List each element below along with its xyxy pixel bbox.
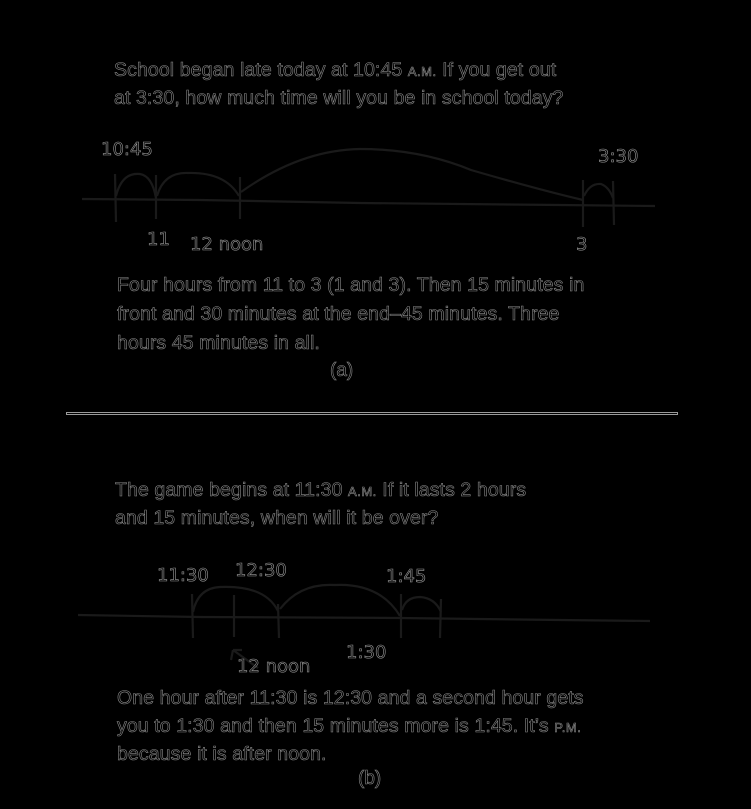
am-label: A.M. xyxy=(348,484,377,499)
panel-a-label-11: 11 xyxy=(147,229,170,250)
panel-a-tick-1045 xyxy=(115,174,116,222)
panel-b-label-hop1: 12:30 xyxy=(235,560,287,581)
panel-b-hop-2 xyxy=(280,585,400,616)
panel-b-question-text-end: If it lasts 2 hours xyxy=(376,479,527,501)
panel-a-answer-line-3: hours 45 minutes in all. xyxy=(117,332,320,354)
panel-a-question-text-end: If you get out xyxy=(436,59,557,81)
panel-a-label-end: 3:30 xyxy=(598,146,639,167)
panel-a-hop-1 xyxy=(116,174,156,198)
panel-a-hop-2 xyxy=(157,173,239,196)
panel-a-question-text: School began late today at 10:45 xyxy=(114,59,408,81)
panel-b-label-end: 1:45 xyxy=(386,566,427,587)
panel-b-hop-1 xyxy=(193,587,278,612)
am-label: A.M. xyxy=(407,64,437,79)
panel-a-caption: (a) xyxy=(330,360,354,381)
panel-b-answer-line-1: One hour after 11:30 is 12:30 and a second hour gets xyxy=(117,687,584,709)
panel-b-answer-line-3: because it is after noon. xyxy=(117,743,327,765)
panel-b-question-text: The game begins at 11:30 xyxy=(115,479,349,501)
panel-a-label-start: 10:45 xyxy=(101,139,153,160)
panel-a-label-3: 3 xyxy=(576,234,588,255)
panel-a-hop-4 xyxy=(584,184,613,198)
panel-a-question-line-2: at 3:30, how much time will you be in school today? xyxy=(114,87,564,109)
panel-b-caption: (b) xyxy=(358,768,382,789)
panel-b-question-line-1 xyxy=(115,476,526,506)
panel-b-answer-text: you to 1:30 and then 15 minutes more is 1:45. It’s xyxy=(117,715,555,737)
panel-b-hop-3 xyxy=(402,597,441,612)
panel-a-answer-line-1: Four hours from 11 to 3 (1 and 3). Then 15 minutes in xyxy=(117,274,585,296)
panel-b-label-130: 1:30 xyxy=(346,642,387,663)
panel-a-hop-3 xyxy=(241,149,583,200)
panel-b-answer-line-2 xyxy=(117,712,581,742)
panel-b-number-line xyxy=(78,615,650,621)
panel-divider xyxy=(66,412,678,415)
panel-b-label-start: 11:30 xyxy=(157,565,209,586)
panel-b-question-line-2: and 15 minutes, when will it be over? xyxy=(115,507,439,529)
panel-a-label-noon: 12 noon xyxy=(190,234,264,255)
panel-a-number-line xyxy=(82,199,655,206)
panel-a-answer-line-2: front and 30 minutes at the end–45 minutes. Three xyxy=(117,303,560,325)
panel-b-tick-145 xyxy=(440,599,441,638)
panel-b-label-noon: 12 noon xyxy=(237,656,311,677)
pm-label: P.M. xyxy=(554,720,582,735)
panel-b-tick-1130 xyxy=(192,594,193,638)
panel-a-tick-330 xyxy=(613,181,614,225)
